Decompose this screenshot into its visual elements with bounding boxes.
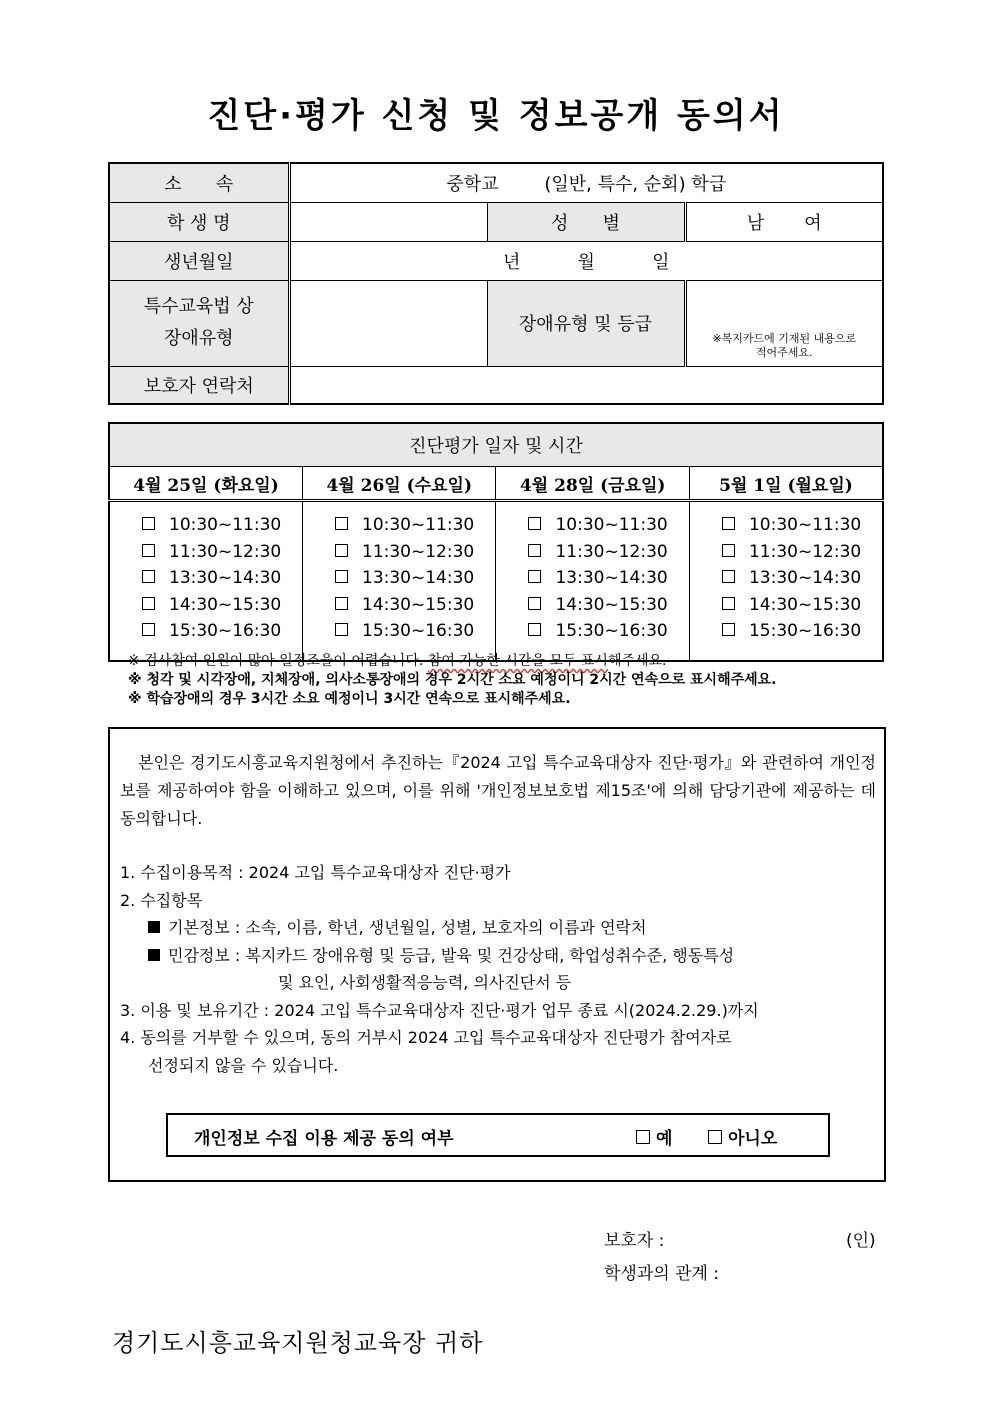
time-slot-option[interactable] [690, 512, 882, 539]
checkbox-icon[interactable] [528, 517, 541, 530]
basic-info-text: 기본정보 : 소속, 이름, 학년, 생년월일, 성별, 보호자의 이름과 연락처 [168, 918, 647, 937]
consent-item-3: 3. 이용 및 보유기간 : 2024 고입 특수교육대상자 진단·평가 업무 종료 시(2024.2.29.)까지 [120, 1000, 759, 1020]
time-slot-label: 13:30~14:30 [555, 568, 668, 588]
student-info-table [108, 162, 884, 405]
checkbox-icon[interactable] [528, 544, 541, 557]
student-name-label: 학 생 명 [109, 202, 289, 241]
consent-item-2: 2. 수집항목 [120, 890, 203, 910]
checkbox-icon[interactable] [722, 597, 735, 610]
time-slot-label: 15:30~16:30 [169, 621, 282, 641]
consent-item-2-basic [120, 914, 876, 942]
time-slot-option[interactable] [690, 539, 882, 566]
checkbox-icon[interactable] [722, 623, 735, 636]
checkbox-icon[interactable] [528, 570, 541, 583]
checkbox-icon[interactable] [722, 517, 735, 530]
time-slot-option[interactable] [110, 592, 302, 619]
disability-law-field[interactable] [289, 280, 487, 366]
checkbox-icon[interactable] [528, 597, 541, 610]
schedule-slots-day-1 [109, 501, 303, 662]
time-slot-label: 14:30~15:30 [748, 594, 862, 615]
time-slot-label: 14:30~15:30 [362, 594, 475, 615]
time-slot-label: 11:30~12:30 [362, 541, 475, 562]
time-slot-label: 11:30~12:30 [748, 541, 862, 562]
checkbox-icon[interactable] [335, 597, 348, 610]
time-slot-option[interactable] [303, 512, 495, 539]
checkbox-icon[interactable] [142, 517, 155, 530]
checkbox-icon[interactable] [722, 544, 735, 557]
seal-label: (인) [846, 1231, 876, 1251]
consent-item-4: 4. 동의를 거부할 수 있으며, 동의 거부시 2024 고입 특수교육대상자 진단평가 참여자로 [120, 1028, 732, 1047]
checkbox-icon[interactable] [142, 570, 155, 583]
time-slot-option[interactable] [496, 565, 688, 592]
document-title: 진단·평가 신청 및 정보공개 동의서 [207, 96, 785, 136]
checkbox-icon[interactable] [636, 1130, 650, 1144]
birth-label: 생년월일 [109, 241, 289, 280]
agree-no-option[interactable] [708, 1124, 777, 1149]
time-slot-label: 15:30~16:30 [555, 621, 668, 641]
guardian-signature-label: 보호자 : [604, 1231, 665, 1251]
time-slot-option[interactable] [303, 618, 495, 645]
disability-law-label [109, 280, 289, 366]
guardian-contact-field[interactable] [289, 366, 883, 404]
schedule-slots-day-3 [496, 501, 689, 662]
schedule-notes [128, 652, 928, 709]
time-slot-option[interactable] [110, 618, 302, 645]
agree-box [166, 1113, 830, 1157]
time-slot-option[interactable] [110, 512, 302, 539]
checkbox-icon[interactable] [142, 597, 155, 610]
note-3: ※ 학습장애의 경우 3시간 소요 예정이니 3시간 연속으로 표시해주세요. [128, 691, 571, 707]
time-slot-option[interactable] [303, 539, 495, 566]
gender-label: 성 별 [487, 202, 685, 241]
time-slot-label: 13:30~14:30 [748, 568, 862, 588]
consent-box [108, 727, 886, 1182]
checkbox-icon[interactable] [335, 623, 348, 636]
time-slot-label: 15:30~16:30 [748, 621, 862, 641]
disability-law-label-line2: 장애유형 [163, 328, 234, 349]
time-slot-label: 10:30~11:30 [555, 515, 668, 535]
agree-yes-label: 예 [656, 1129, 673, 1149]
disability-grade-field[interactable] [685, 280, 883, 366]
time-slot-label: 10:30~11:30 [169, 515, 282, 535]
note-1-part-a: ※ 검사참여 인원이 많아 일정조율이 어렵습니다. [128, 653, 428, 669]
agree-no-label: 아니오 [728, 1129, 778, 1149]
note-2: ※ 청각 및 시각장애, 지체장애, 의사소통장애의 경우 2시간 소요 예정이니 2시간 연속으로 표시해주세요. [128, 672, 777, 688]
black-square-icon [148, 921, 160, 933]
time-slot-option[interactable] [690, 618, 882, 645]
time-slot-label: 13:30~14:30 [362, 568, 475, 588]
schedule-slots-day-2 [303, 501, 496, 662]
schedule-table [108, 422, 884, 662]
schedule-header: 진단평가 일자 및 시간 [109, 423, 883, 467]
time-slot-option[interactable] [690, 592, 882, 619]
disability-grade-note-line1: ※복지카드에 기재된 내용으로 [712, 331, 857, 345]
time-slot-option[interactable] [303, 565, 495, 592]
note-1-part-c: 해주세요. [607, 653, 667, 669]
time-slot-label: 11:30~12:30 [555, 541, 668, 562]
consent-item-4-cont: 선정되지 않을 수 있습니다. [148, 1055, 339, 1075]
time-slot-label: 11:30~12:30 [169, 541, 282, 562]
time-slot-option[interactable] [496, 618, 688, 645]
time-slot-label: 14:30~15:30 [169, 594, 282, 615]
consent-item-2-sensitive [120, 942, 876, 970]
time-slot-label: 13:30~14:30 [169, 568, 282, 588]
guardian-contact-label: 보호자 연락처 [109, 366, 289, 404]
schedule-day-1: 4월 25일 (화요일) [109, 467, 303, 501]
time-slot-label: 10:30~11:30 [362, 515, 475, 535]
note-1 [128, 652, 928, 671]
affiliation-label: 소 속 [109, 163, 289, 202]
consent-item-2-sensitive-cont: 및 요인, 사회생활적응능력, 의사진단서 등 [278, 973, 572, 992]
checkbox-icon[interactable] [142, 544, 155, 557]
time-slot-option[interactable] [496, 592, 688, 619]
gender-field[interactable]: 남 여 [685, 202, 883, 241]
checkbox-icon[interactable] [335, 517, 348, 530]
affiliation-value[interactable]: 중학교 (일반, 특수, 순회) 학급 [289, 163, 883, 202]
checkbox-icon[interactable] [335, 570, 348, 583]
time-slot-label: 10:30~11:30 [748, 515, 862, 535]
relation-label: 학생과의 관계 : [604, 1264, 720, 1284]
note-1-part-b: 참여 가능한 시간을 모두 표시 [427, 653, 608, 669]
time-slot-option[interactable] [496, 539, 688, 566]
consent-items [120, 859, 876, 1079]
consent-item-1: 1. 수집이용목적 : 2024 고입 특수교육대상자 진단·평가 [120, 863, 511, 882]
time-slot-option[interactable] [496, 512, 688, 539]
checkbox-icon[interactable] [335, 544, 348, 557]
schedule-day-3: 4월 28일 (금요일) [496, 467, 689, 501]
schedule-day-4: 5월 1일 (월요일) [689, 467, 883, 501]
birth-field[interactable]: 년 월 일 [289, 241, 883, 280]
disability-grade-note-line2: 적어주세요. [755, 345, 813, 359]
checkbox-icon[interactable] [722, 570, 735, 583]
black-square-icon [148, 949, 160, 961]
time-slot-option[interactable] [110, 539, 302, 566]
schedule-slots-day-4 [689, 501, 883, 662]
time-slot-label: 14:30~15:30 [555, 594, 668, 615]
time-slot-option[interactable] [690, 565, 882, 592]
schedule-day-2: 4월 26일 (수요일) [303, 467, 496, 501]
student-name-field[interactable] [289, 202, 487, 241]
agree-label: 개인정보 수집 이용 제공 동의 여부 [194, 1129, 454, 1149]
disability-law-label-line1: 특수교육법 상 [143, 296, 254, 317]
time-slot-option[interactable] [110, 565, 302, 592]
sensitive-info-text: 민감정보 : 복지카드 장애유형 및 등급, 발육 및 건강상태, 학업성취수준, 행동특성 [168, 945, 735, 965]
checkbox-icon[interactable] [142, 623, 155, 636]
disability-grade-label: 장애유형 및 등급 [487, 280, 685, 366]
checkbox-icon[interactable] [708, 1130, 722, 1144]
time-slot-option[interactable] [303, 592, 495, 619]
consent-paragraph: 본인은 경기도시흥교육지원청에서 추진하는『2024 고입 특수교육대상자 진단·평가』와 관련하여 개인정보를 제공하여야 함을 이해하고 있으며, 이를 위해 '개인정보보호법 제15조'에 의해 담당기관에 제공하는 데 동의합니다. [120, 753, 876, 828]
checkbox-icon[interactable] [528, 623, 541, 636]
agree-yes-option[interactable] [636, 1124, 672, 1149]
addressee-footer: 경기도시흥교육지원청교육장 귀하 [112, 1329, 484, 1357]
time-slot-label: 15:30~16:30 [362, 621, 475, 641]
